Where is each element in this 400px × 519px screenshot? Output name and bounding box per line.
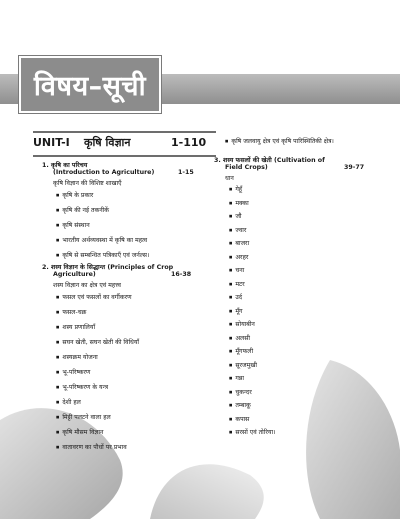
list-item: ■ चुकन्दर — [229, 387, 252, 396]
title-banner — [19, 56, 161, 113]
list-item: ■ फसल-चक्र — [56, 307, 86, 316]
page-title: विषय–सूची — [33, 71, 147, 102]
chapter-1-pages: 1-15 — [178, 169, 194, 176]
list-item: ■ मिट्टी पलटने वाला हल — [56, 412, 111, 421]
list-item: ■ सोयाबीन — [229, 319, 255, 328]
list-item: ■ जौ — [229, 211, 242, 220]
leaf-left — [0, 408, 123, 519]
list-item: ■ बाजरा — [229, 238, 249, 247]
chapter-1-intro: कृषि विज्ञान की विशिष्ट शाखाएँ — [53, 180, 122, 187]
chapter-3-title-en: Field Crops) — [225, 164, 268, 171]
list-item: ■ कृषि के प्रकार — [56, 190, 93, 199]
chapter-3-intro: धान — [225, 175, 234, 182]
list-item: ■ सूरजमुखी — [229, 360, 257, 369]
list-item: ■ गेहूँ — [229, 184, 242, 193]
list-item: ■ भू-परिष्करण — [56, 367, 90, 376]
list-item: ■ अलसी — [229, 333, 250, 342]
unit-rule-top — [33, 131, 216, 133]
unit-pages: 1-110 — [171, 136, 207, 149]
list-item: ■ मूँग — [229, 306, 243, 315]
list-item: ■ मक्का — [229, 198, 249, 207]
list-item: ■ मटर — [229, 279, 245, 288]
list-item: ■ भारतीय अर्थव्यवस्था में कृषि का महत्व — [56, 235, 147, 244]
list-item: ■ वातावरण का पौधों पर प्रभाव — [56, 442, 127, 451]
list-item: ■ कृषि संस्थान — [56, 220, 90, 229]
leaf-right — [306, 360, 400, 519]
list-item: ■ तम्बाकू — [229, 400, 251, 409]
chapter-1-title-en: (Introduction to Agriculture) — [53, 169, 155, 176]
list-item: ■ शस्यक्रम योजना — [56, 352, 98, 361]
list-item: ■ गन्ना — [229, 373, 244, 382]
list-item: ■ अरहर — [229, 252, 248, 261]
chapter-2-title-en: Agriculture) — [53, 271, 96, 278]
leaf-background — [0, 300, 400, 519]
list-item: ■ कृषि जलवायु क्षेत्र एवं कृषि पारिस्थितिकी क्षेत्र। — [225, 136, 334, 145]
list-item: ■ कपास — [229, 414, 249, 423]
list-item: ■ शस्य प्रणालियाँ — [56, 322, 95, 331]
list-item: ■ सरसों एवं तोरिया। — [229, 427, 275, 436]
list-item: ■ सघन खेती, सघन खेती की विधियाँ — [56, 337, 139, 346]
unit-name: कृषि विज्ञान — [84, 136, 131, 149]
list-item: ■ कृषि की नई तकनीकें — [56, 205, 109, 214]
chapter-2-intro: शस्य विज्ञान का क्षेत्र एवं महत्त्व — [53, 282, 121, 289]
list-item: ■ कृषि से सम्बन्धित पत्रिकाएँ एवं जर्नल्स। — [56, 250, 149, 259]
list-item: ■ मूँगफली — [229, 346, 253, 355]
chapter-2-pages: 16-38 — [171, 271, 192, 278]
list-item: ■ भू-परिष्करण के यन्त्र — [56, 382, 108, 391]
list-item: ■ फसल एवं फसलों का वर्गीकरण — [56, 292, 132, 301]
list-item: ■ देशी हल — [56, 397, 81, 406]
leaf-center — [150, 464, 264, 519]
chapter-2-title: 2. शस्य विज्ञान के सिद्धान्त (Principles of Crop — [42, 264, 174, 271]
chapter-3-pages: 39-77 — [344, 164, 365, 171]
list-item: ■ चना — [229, 265, 244, 274]
chapter-1-title: 1. कृषि का परिचय — [42, 162, 88, 169]
unit-label: UNIT-I — [33, 136, 70, 149]
list-item: ■ उर्द — [229, 292, 242, 301]
list-item: ■ ज्वार — [229, 225, 246, 234]
unit-rule-bottom — [33, 155, 216, 157]
chapter-3-title: 3. शस्य फसलों की खेती (Cultivation of — [214, 157, 325, 164]
list-item: ■ कृषि मौसम विज्ञान — [56, 427, 103, 436]
